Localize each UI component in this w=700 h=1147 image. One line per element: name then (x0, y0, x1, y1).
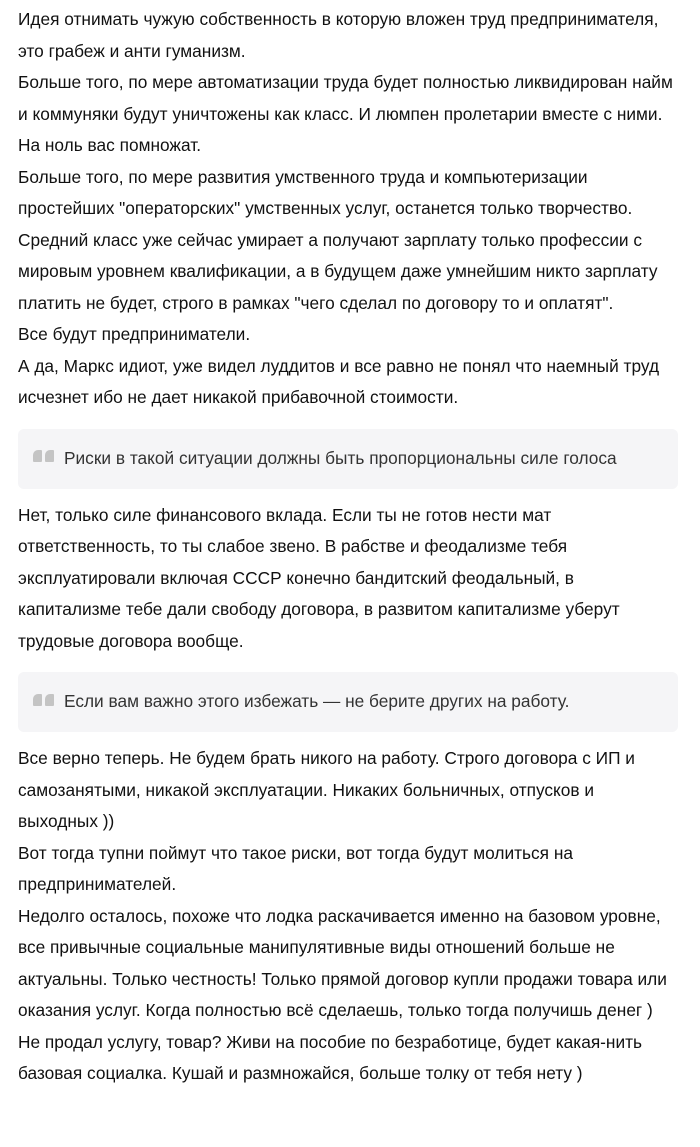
quote-icon (33, 450, 54, 466)
paragraph: Вот тогда тупни поймут что такое риски, вот тогда будут молиться на предпринимателей. (18, 842, 573, 894)
quote-text: Риски в такой ситуации должны быть пропорциональны силе голоса (64, 447, 617, 468)
blockquote (18, 672, 678, 732)
paragraph: Все будут предприниматели. (18, 324, 251, 344)
blockquote (18, 429, 678, 489)
quote-icon (33, 694, 54, 710)
quote-text: Если вам важно этого избежать — не берите других на работу. (64, 691, 570, 711)
paragraph: А да, Маркс идиот, уже видел луддитов и все равно не понял что наемный труд исчезнет ибо не дает никакой прибавочной стоимости. (18, 355, 660, 407)
paragraph: Все верно теперь. Не будем брать никого на работу. Строго договора с ИП и самозанятыми, никакой эксплуатации. Никаких больничных, отпусков и выходных )) (18, 748, 635, 831)
paragraph: Идея отнимать чужую собственность в которую вложен труд предпринимателя, это грабеж и анти гуманизм. (18, 9, 659, 61)
paragraph: Недолго осталось, похоже что лодка раскачивается именно на базовом уровне, все привычные социальные манипулятивные виды отношений больше не актуальны. Только честность! Только прямой договор купли продажи товара или оказания услуг. Когда полностью всё сделаешь, только тогда получишь денег ) (18, 905, 667, 1020)
paragraph: Больше того, по мере автоматизации труда будет полностью ликвидирован найм и коммуняки будут уничтожены как класс. И люмпен пролетарии вместе с ними. На ноль вас помножат. (18, 72, 673, 155)
paragraph: Нет, только силе финансового вклада. Если ты не готов нести мат ответственность, то ты слабое звено. В рабстве и феодализме тебя эксплуатировали включая СССР конечно бандитский феодальный, в капитализме тебе дали свободу договора, в развитом капитализме уберут трудовые договора вообще. (18, 504, 620, 651)
paragraph: Не продал услугу, товар? Живи на пособие по безработице, будет какая-нить базовая социалка. Кушай и размножайся, больше толку от тебя нету ) (18, 1031, 643, 1083)
paragraph: Больше того, по мере развития умственного труда и компьютеризации простейших "операторских" умственных услуг, останется только творчество. Средний класс уже сейчас умирает а получают зарплату только профессии с мировым уровнем квалификации, а в будущем даже умнейшим никто зарплату платить не будет, строго в рамках "чего сделал по договору то и оплатят". (18, 166, 658, 313)
